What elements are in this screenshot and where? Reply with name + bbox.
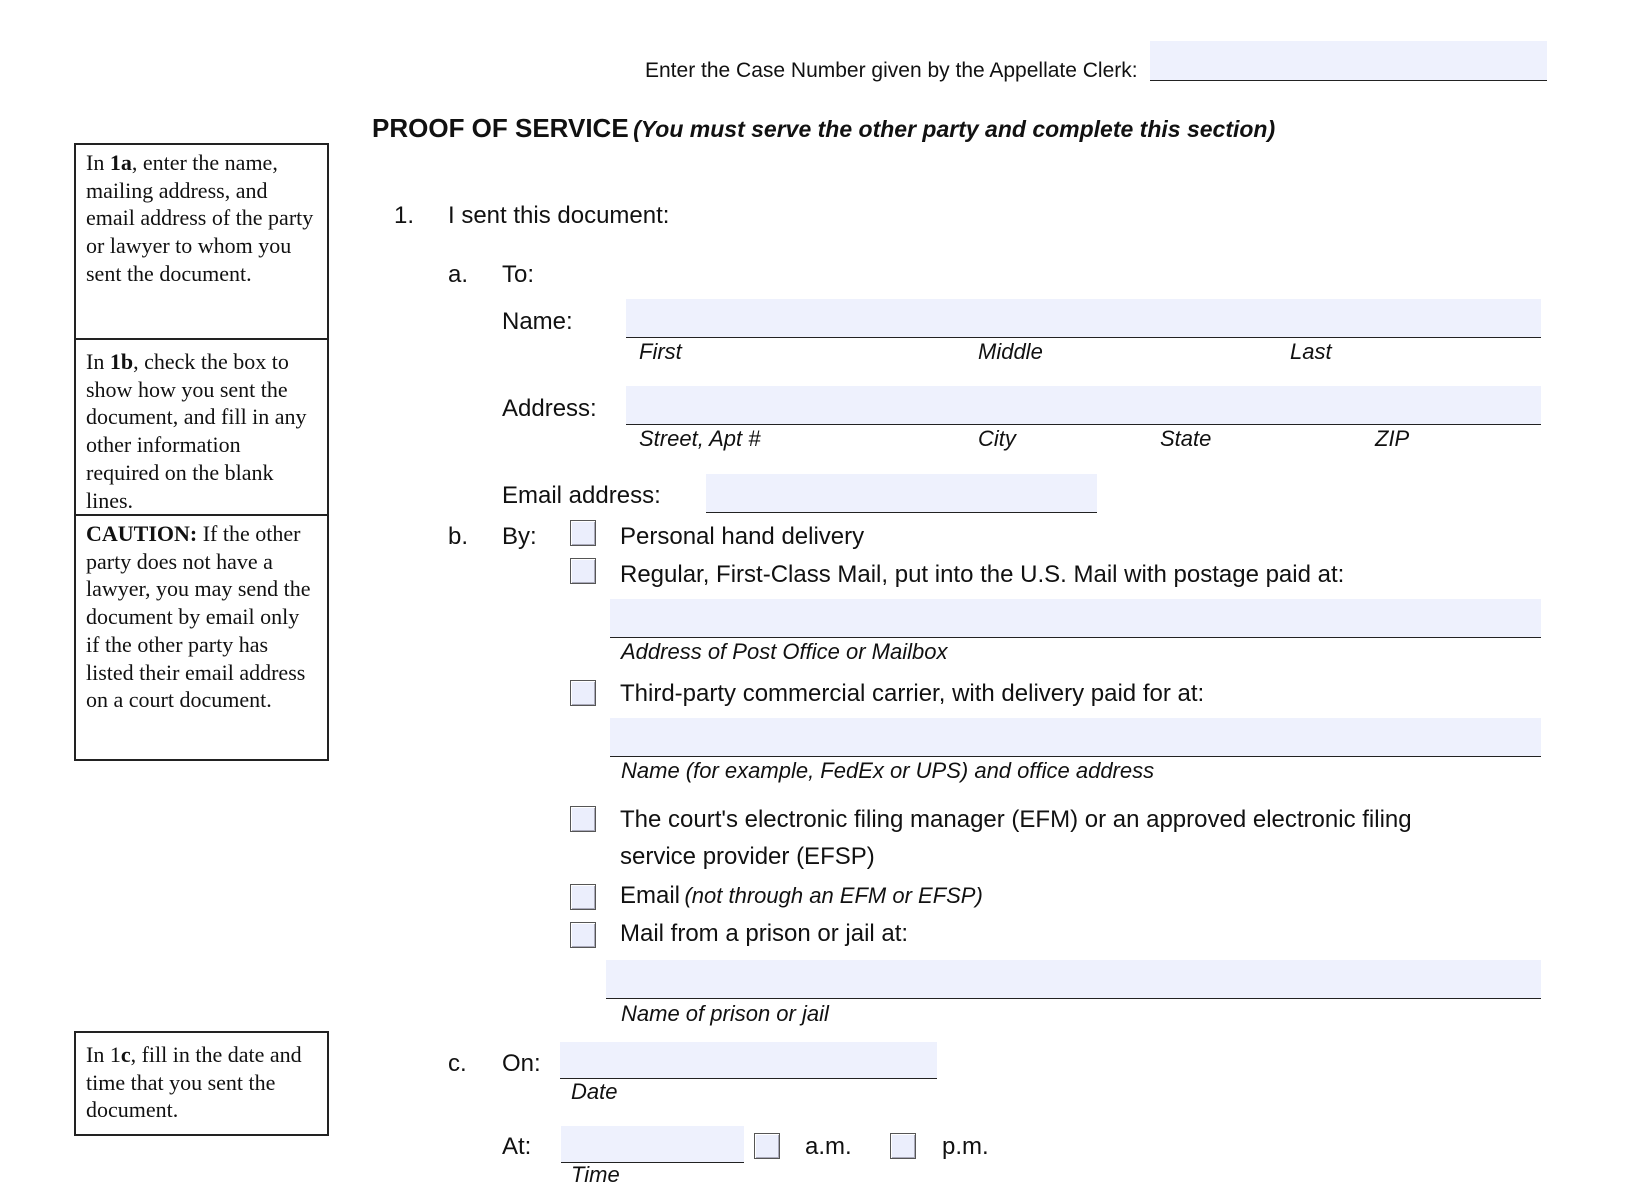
instruction-1c — [74, 1031, 329, 1136]
instruction-1a-pre: In — [86, 150, 110, 175]
instruction-1c-text: , fill in the date and time that you sent the document. — [86, 1042, 302, 1123]
section-1-number: 1. — [394, 202, 415, 229]
caption-middle: Middle — [978, 339, 1043, 364]
address-input[interactable] — [626, 386, 1541, 424]
section-1a-label: To: — [502, 261, 535, 288]
address-field[interactable] — [626, 386, 1541, 425]
email-input[interactable] — [706, 474, 1097, 512]
carrier-input[interactable] — [610, 718, 1541, 756]
page-title — [372, 113, 1275, 144]
section-1a-letter: a. — [448, 261, 469, 288]
email-field[interactable] — [706, 474, 1097, 513]
case-number-field[interactable] — [1150, 41, 1547, 81]
carrier-caption: Name (for example, FedEx or UPS) and office address — [621, 758, 1155, 783]
date-field[interactable] — [560, 1042, 937, 1079]
address-label: Address: — [502, 395, 597, 422]
am-label: a.m. — [805, 1133, 852, 1160]
carrier-checkbox[interactable] — [570, 680, 596, 706]
instruction-caution — [76, 514, 327, 759]
section-1b-label: By: — [502, 523, 537, 550]
post-office-caption: Address of Post Office or Mailbox — [621, 639, 948, 664]
instruction-1c-pre: In 1 — [86, 1042, 121, 1067]
email-service-note: (not through an EFM or EFSP) — [684, 883, 983, 908]
carrier-field[interactable] — [610, 718, 1541, 757]
time-field[interactable] — [561, 1126, 744, 1163]
caption-last: Last — [1290, 339, 1332, 364]
caption-state: State — [1160, 426, 1212, 451]
name-label: Name: — [502, 308, 573, 335]
caution-text: If the other party does not have a lawyer, you may send the document by email only if the other party has listed their email address on a court document. — [86, 521, 311, 713]
case-number-label: Enter the Case Number given by the Appellate Clerk: — [645, 59, 1138, 82]
name-field[interactable] — [626, 299, 1541, 338]
caption-street: Street, Apt # — [639, 426, 761, 451]
post-office-input[interactable] — [610, 599, 1541, 637]
hand-delivery-label: Personal hand delivery — [620, 523, 865, 550]
email-service-checkbox[interactable] — [570, 884, 596, 910]
pm-label: p.m. — [942, 1133, 989, 1160]
instruction-1a-bold: 1a — [109, 150, 132, 175]
instructions-box — [74, 143, 329, 761]
name-input[interactable] — [626, 299, 1541, 337]
first-class-mail-label: Regular, First-Class Mail, put into the U.S. Mail with postage paid at: — [620, 561, 1345, 588]
email-label: Email address: — [502, 482, 661, 509]
section-1b-letter: b. — [448, 523, 469, 550]
section-1-label: I sent this document: — [448, 202, 670, 229]
pm-checkbox[interactable] — [890, 1133, 916, 1159]
caution-bold: CAUTION: — [86, 521, 198, 546]
email-service-text: Email — [620, 882, 681, 909]
hand-delivery-checkbox[interactable] — [570, 520, 596, 546]
case-number-input[interactable] — [1150, 41, 1547, 80]
title-main: PROOF OF SERVICE — [372, 113, 629, 143]
efm-checkbox[interactable] — [570, 806, 596, 832]
post-office-field[interactable] — [610, 599, 1541, 638]
instruction-1a-text: , enter the name, mailing address, and email address of the party or lawyer to whom you sent the document. — [86, 150, 314, 286]
date-input[interactable] — [560, 1042, 937, 1078]
email-service-label — [620, 882, 983, 911]
prison-input[interactable] — [606, 960, 1541, 998]
efm-label-line1: The court's electronic filing manager (EFM) or an approved electronic filing — [620, 806, 1412, 833]
instruction-1b-bold: 1b — [109, 349, 134, 374]
prison-mail-checkbox[interactable] — [570, 922, 596, 948]
section-1c-letter: c. — [448, 1050, 467, 1077]
carrier-label: Third-party commercial carrier, with delivery paid for at: — [620, 680, 1205, 707]
am-checkbox[interactable] — [754, 1133, 780, 1159]
caption-first: First — [639, 339, 682, 364]
time-caption: Time — [571, 1162, 620, 1187]
prison-field[interactable] — [606, 960, 1541, 999]
first-class-mail-checkbox[interactable] — [570, 558, 596, 584]
instruction-1b-pre: In — [86, 349, 110, 374]
instruction-1b-text: , check the box to show how you sent the document, and fill in any other information required on the blank lines. — [86, 349, 307, 513]
efm-label-line2: service provider (EFSP) — [620, 843, 875, 870]
caption-city: City — [978, 426, 1016, 451]
on-label: On: — [502, 1050, 541, 1077]
instruction-1c-bold: c — [120, 1042, 131, 1067]
title-subtitle: (You must serve the other party and complete this section) — [633, 116, 1276, 142]
caption-zip: ZIP — [1375, 426, 1410, 451]
time-input[interactable] — [561, 1126, 744, 1162]
at-label: At: — [502, 1133, 532, 1160]
prison-mail-label: Mail from a prison or jail at: — [620, 920, 909, 947]
prison-caption: Name of prison or jail — [621, 1001, 829, 1026]
instruction-1a — [76, 145, 327, 338]
instruction-1b — [76, 338, 327, 514]
date-caption: Date — [571, 1079, 618, 1104]
